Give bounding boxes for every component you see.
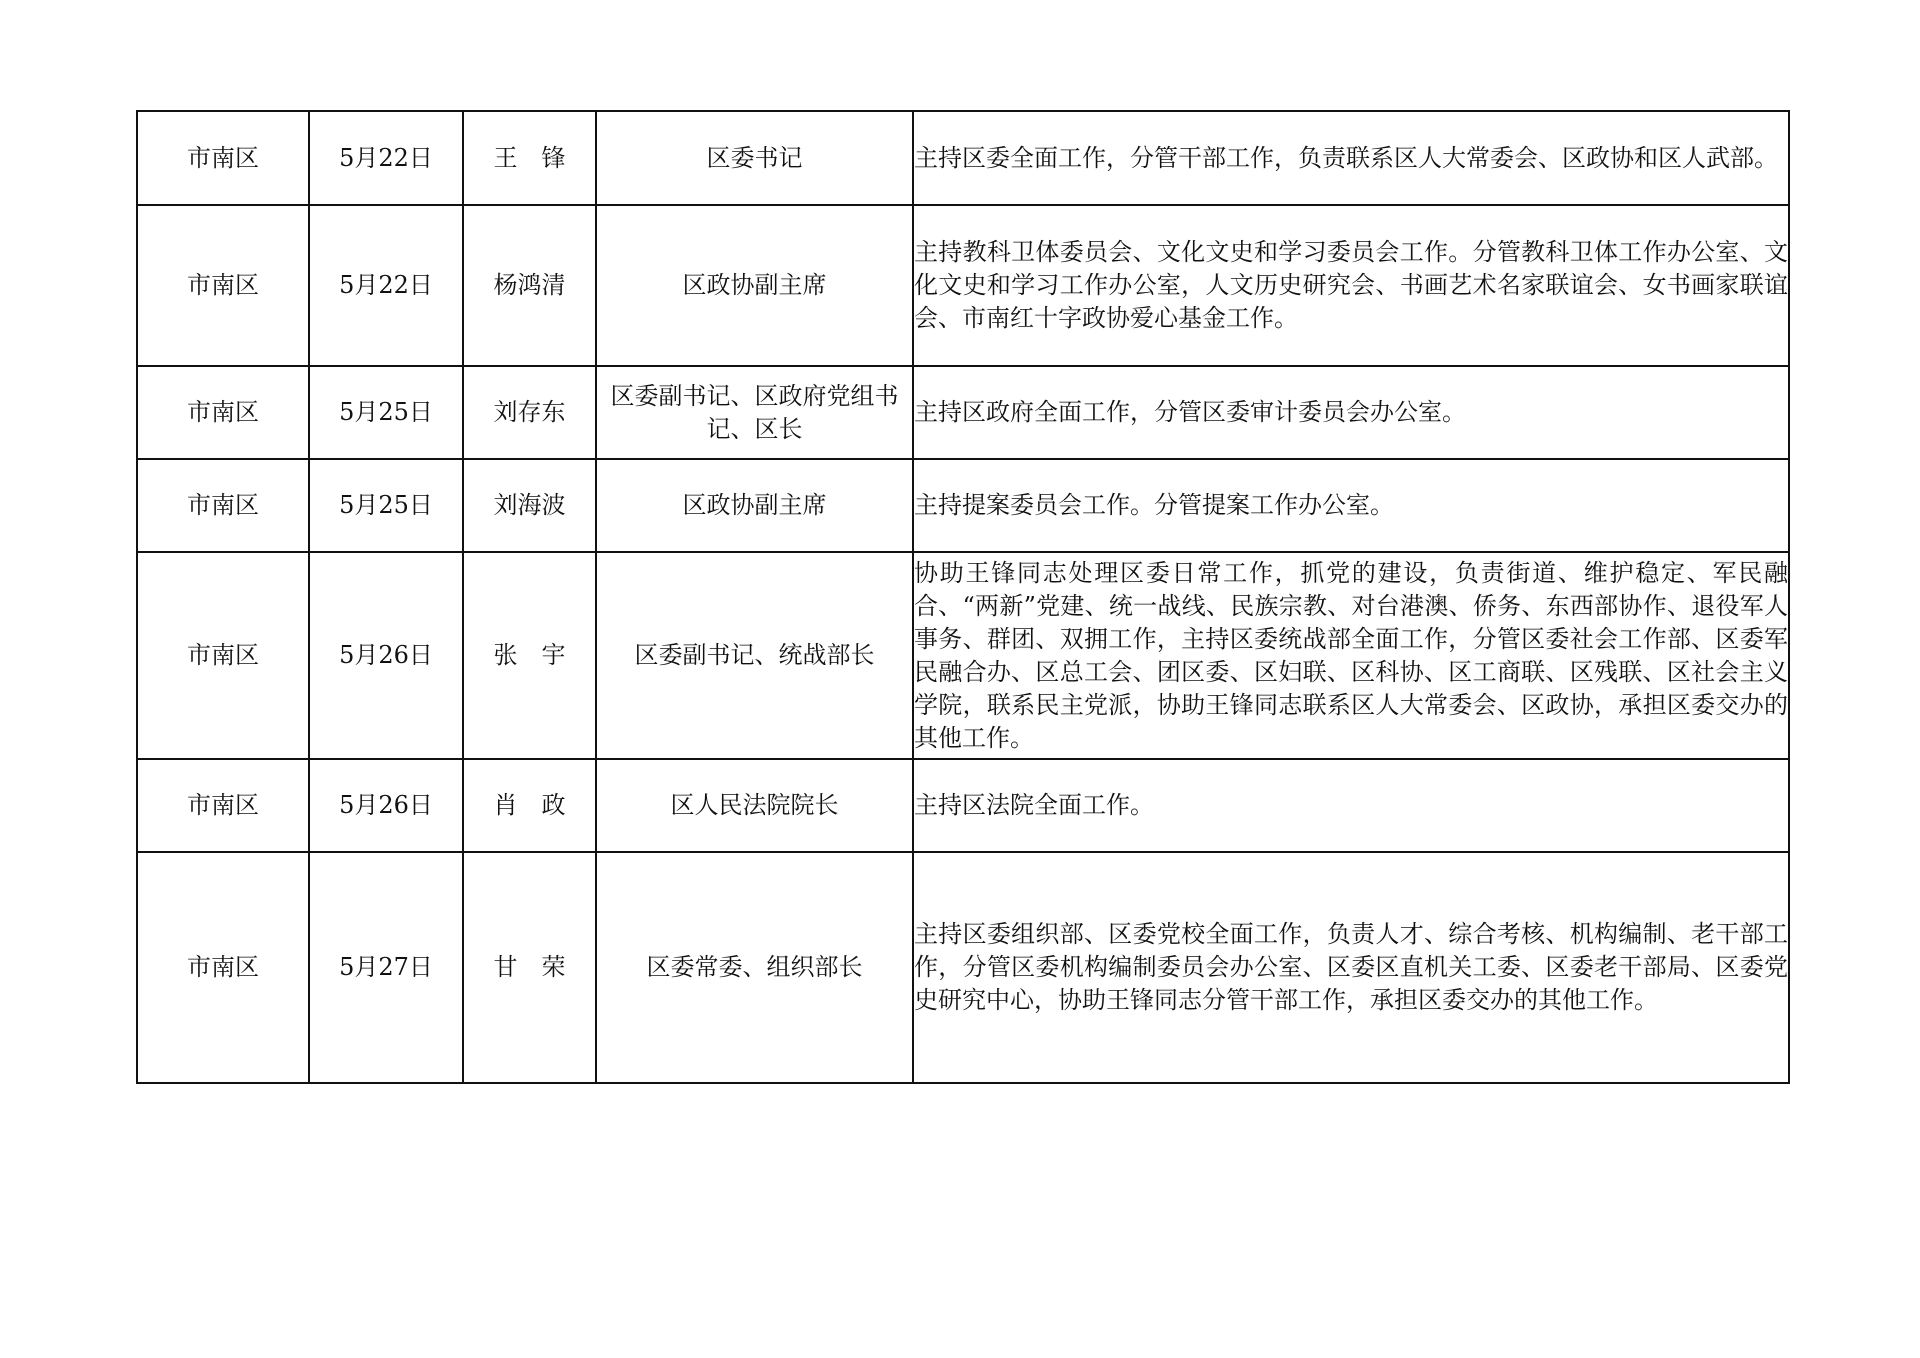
district-cell: 市南区 bbox=[137, 852, 309, 1083]
district-cell: 市南区 bbox=[137, 759, 309, 852]
date-cell: 5月22日 bbox=[309, 111, 463, 205]
name-cell: 王 锋 bbox=[463, 111, 596, 205]
date-cell: 5月22日 bbox=[309, 205, 463, 366]
duties-cell: 主持区政府全面工作，分管区委审计委员会办公室。 bbox=[913, 366, 1789, 459]
district-cell: 市南区 bbox=[137, 552, 309, 759]
position-cell: 区政协副主席 bbox=[596, 459, 913, 552]
position-cell: 区人民法院院长 bbox=[596, 759, 913, 852]
duties-cell: 主持区委全面工作，分管干部工作，负责联系区人大常委会、区政协和区人武部。 bbox=[913, 111, 1789, 205]
name-cell: 杨鸿清 bbox=[463, 205, 596, 366]
date-cell: 5月26日 bbox=[309, 759, 463, 852]
position-cell: 区委书记 bbox=[596, 111, 913, 205]
district-cell: 市南区 bbox=[137, 111, 309, 205]
name-cell: 刘存东 bbox=[463, 366, 596, 459]
date-cell: 5月25日 bbox=[309, 459, 463, 552]
date-cell: 5月25日 bbox=[309, 366, 463, 459]
table-row bbox=[137, 366, 1789, 459]
duties-cell: 协助王锋同志处理区委日常工作，抓党的建设，负责街道、维护稳定、军民融合、“两新”党建、统一战线、民族宗教、对台港澳、侨务、东西部协作、退役军人事务、群团、双拥工作，主持区委统战部全面工作，分管区委社会工作部、区委军民融合办、区总工会、团区委、区妇联、区科协、区工商联、区残联、区社会主义学院，联系民主党派，协助王锋同志联系区人大常委会、区政协，承担区委交办的其他工作。 bbox=[913, 552, 1789, 759]
table-row bbox=[137, 552, 1789, 759]
table-row bbox=[137, 759, 1789, 852]
duties-cell: 主持提案委员会工作。分管提案工作办公室。 bbox=[913, 459, 1789, 552]
district-cell: 市南区 bbox=[137, 459, 309, 552]
district-cell: 市南区 bbox=[137, 205, 309, 366]
duty-table bbox=[136, 110, 1790, 1084]
table-row bbox=[137, 852, 1789, 1083]
position-cell: 区委常委、组织部长 bbox=[596, 852, 913, 1083]
date-cell: 5月27日 bbox=[309, 852, 463, 1083]
date-cell: 5月26日 bbox=[309, 552, 463, 759]
name-cell: 甘 荣 bbox=[463, 852, 596, 1083]
duties-cell: 主持区法院全面工作。 bbox=[913, 759, 1789, 852]
duties-cell: 主持教科卫体委员会、文化文史和学习委员会工作。分管教科卫体工作办公室、文化文史和学习工作办公室，人文历史研究会、书画艺术名家联谊会、女书画家联谊会、市南红十字政协爱心基金工作。 bbox=[913, 205, 1789, 366]
name-cell: 肖 政 bbox=[463, 759, 596, 852]
position-cell: 区委副书记、统战部长 bbox=[596, 552, 913, 759]
position-cell: 区政协副主席 bbox=[596, 205, 913, 366]
table-row bbox=[137, 205, 1789, 366]
table-row bbox=[137, 459, 1789, 552]
district-cell: 市南区 bbox=[137, 366, 309, 459]
name-cell: 张 宇 bbox=[463, 552, 596, 759]
position-cell: 区委副书记、区政府党组书记、区长 bbox=[596, 366, 913, 459]
duties-cell: 主持区委组织部、区委党校全面工作，负责人才、综合考核、机构编制、老干部工作，分管区委机构编制委员会办公室、区委区直机关工委、区委老干部局、区委党史研究中心，协助王锋同志分管干部工作，承担区委交办的其他工作。 bbox=[913, 852, 1789, 1083]
table-row bbox=[137, 111, 1789, 205]
name-cell: 刘海波 bbox=[463, 459, 596, 552]
